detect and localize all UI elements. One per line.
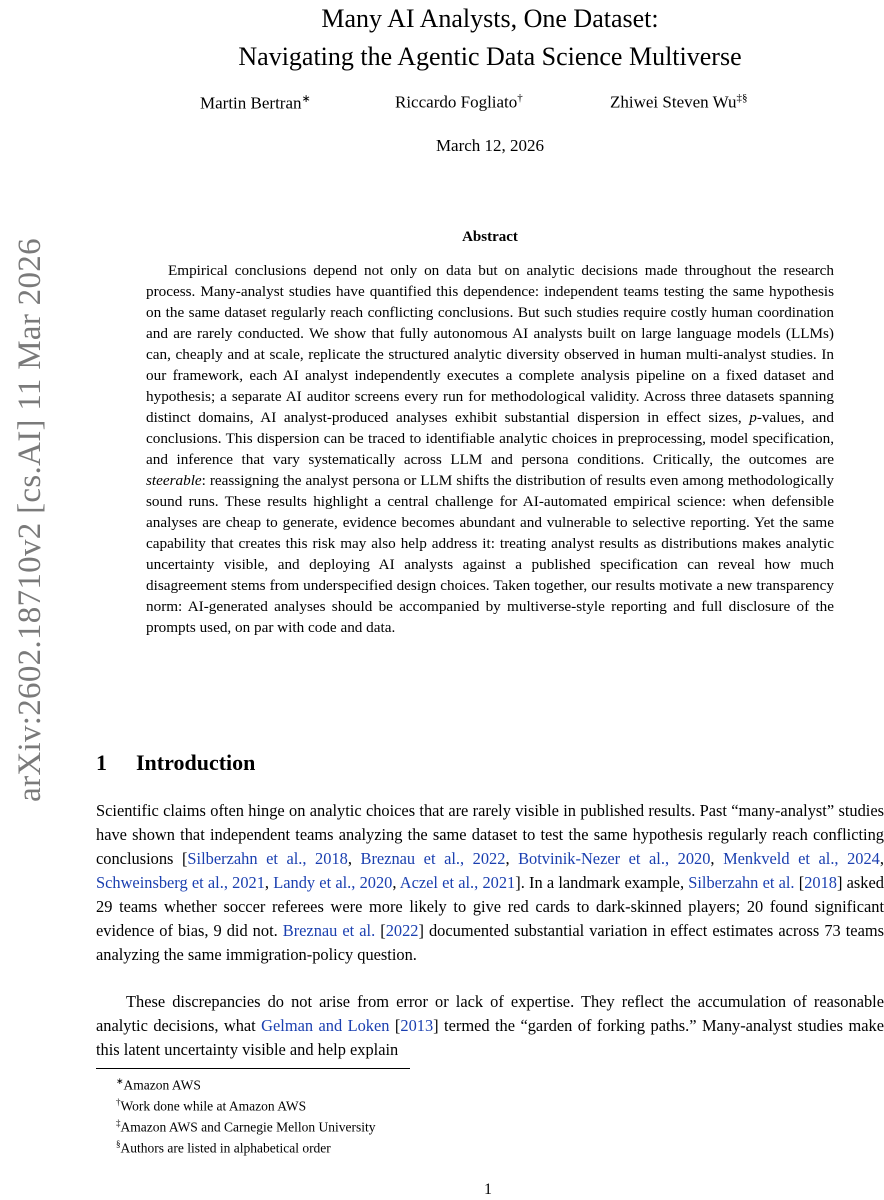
citation-link[interactable]: Gelman and Loken xyxy=(261,1016,390,1035)
author-1: Martin Bertran∗ xyxy=(200,93,311,113)
paper-title xyxy=(130,0,850,76)
footnote: §Authors are listed in alphabetical order xyxy=(116,1139,331,1156)
intro-paragraph-2: These discrepancies do not arise from error or lack of expertise. They reflect the accumulation of reasonable analytic decisions, what Gelman and Loken [2013] termed the “garden of forking paths.” Many-analyst studies make this latent uncertainty visible and help explain xyxy=(96,992,884,1059)
citation-link[interactable]: Botvinik-Nezer et al., 2020 xyxy=(518,849,711,868)
citation-link[interactable]: 2013 xyxy=(400,1016,434,1035)
citation-link[interactable]: Silberzahn et al. xyxy=(688,873,795,892)
citation-link[interactable]: Menkveld et al., 2024 xyxy=(723,849,880,868)
intro-paragraph-1: Scientific claims often hinge on analytic choices that are rarely visible in published results. Past “many-analyst” studies have shown that independent teams analyzing the same dataset to test the same hypothesis regularly reach conflicting conclusions [Silberzahn et al., 2018, Breznau et al., 2022, Botvinik-Nezer et al., 2020, Menkveld et al., 2024, Schweinsberg et al., 2021, Landy et al., 2020, Aczel et al., 2021]. In a landmark example, Silberzahn et al. [2018] asked 29 teams whether soccer referees were more likely to give red cards to dark-skinned players; 20 found significant evidence of bias, 9 did not. Breznau et al. [2022] documented substantial variation in effect estimates across 73 teams analyzing the same immigration-policy question. xyxy=(96,801,884,964)
page-number: 1 xyxy=(484,1181,492,1198)
author-list xyxy=(170,92,810,122)
footnote: †Work done while at Amazon AWS xyxy=(116,1097,307,1114)
section-number: 1 xyxy=(96,750,107,775)
citation-link[interactable]: Breznau et al., 2022 xyxy=(360,849,506,868)
abstract-heading: Abstract xyxy=(462,229,518,245)
arxiv-identifier: arXiv:2602.18710v2 [cs.AI] 11 Mar 2026 xyxy=(12,238,48,802)
footnotes xyxy=(116,1073,616,1157)
citation-link[interactable]: Landy et al., 2020 xyxy=(273,873,393,892)
section-heading xyxy=(96,750,856,776)
p-value-symbol: p xyxy=(749,409,757,426)
citation-link[interactable]: Schweinsberg et al., 2021 xyxy=(96,873,265,892)
steerable-emphasis: steerable xyxy=(146,472,202,489)
citation-link[interactable]: Breznau et al. xyxy=(282,921,376,940)
author-3: Zhiwei Steven Wu‡§ xyxy=(610,92,748,112)
footnote-divider xyxy=(96,1068,410,1069)
title-line-2: Navigating the Agentic Data Science Multiverse xyxy=(238,42,742,71)
citation-link[interactable]: 2018 xyxy=(804,873,837,892)
footnote: ‡Amazon AWS and Carnegie Mellon University xyxy=(116,1118,376,1135)
title-line-1: Many AI Analysts, One Dataset: xyxy=(321,4,659,33)
citation-link[interactable]: Aczel et al., 2021 xyxy=(399,873,516,892)
citation-link[interactable]: Silberzahn et al., 2018 xyxy=(187,849,348,868)
author-2: Riccardo Fogliato† xyxy=(395,92,523,112)
citation-link[interactable]: 2022 xyxy=(385,921,419,940)
footnote: ∗Amazon AWS xyxy=(116,1076,201,1093)
section-title: Introduction xyxy=(136,750,256,775)
publication-date: March 12, 2026 xyxy=(435,136,545,155)
abstract-text: Empirical conclusions depend not only on data but on analytic decisions made throughout the research process. Many-analyst studies have quantified this dependence: independent teams testing the same hypothesis on the same dataset regularly reach conflicting conclusions. But such studies require costly human coordination and are rarely conducted. We show that fully autonomous AI analysts built on large language models (LLMs) can, cheaply and at scale, replicate the structured analytic diversity observed in human multi-analyst studies. In our framework, each AI analyst independently executes a complete analysis pipeline on a fixed dataset and hypothesis; a separate AI auditor screens every run for methodological validity. Across three datasets spanning distinct domains, AI analyst-produced analyses exhibit substantial dispersion in effect sizes, p-values, and conclusions. This dispersion can be traced to identifiable analytic choices in preprocessing, model specification, and inference that vary systematically across LLM and persona conditions. Critically, the outcomes are steerable: reassigning the analyst persona or LLM shifts the distribution of results even among methodologically sound runs. These results highlight a central challenge for AI-automated empirical science: when defensible analyses are cheap to generate, evidence becomes abundant and vulnerable to selective reporting. Yet the same capability that creates this risk may also help address it: treating analyst results as distributions makes analytic uncertainty visible, and deploying AI analysts against a published specification can reveal how much disagreement stems from underspecified design choices. Taken together, our results motivate a new transparency norm: AI-generated analyses should be accompanied by multiverse-style reporting and full disclosure of the prompts used, on par with code and data. xyxy=(146,262,834,636)
